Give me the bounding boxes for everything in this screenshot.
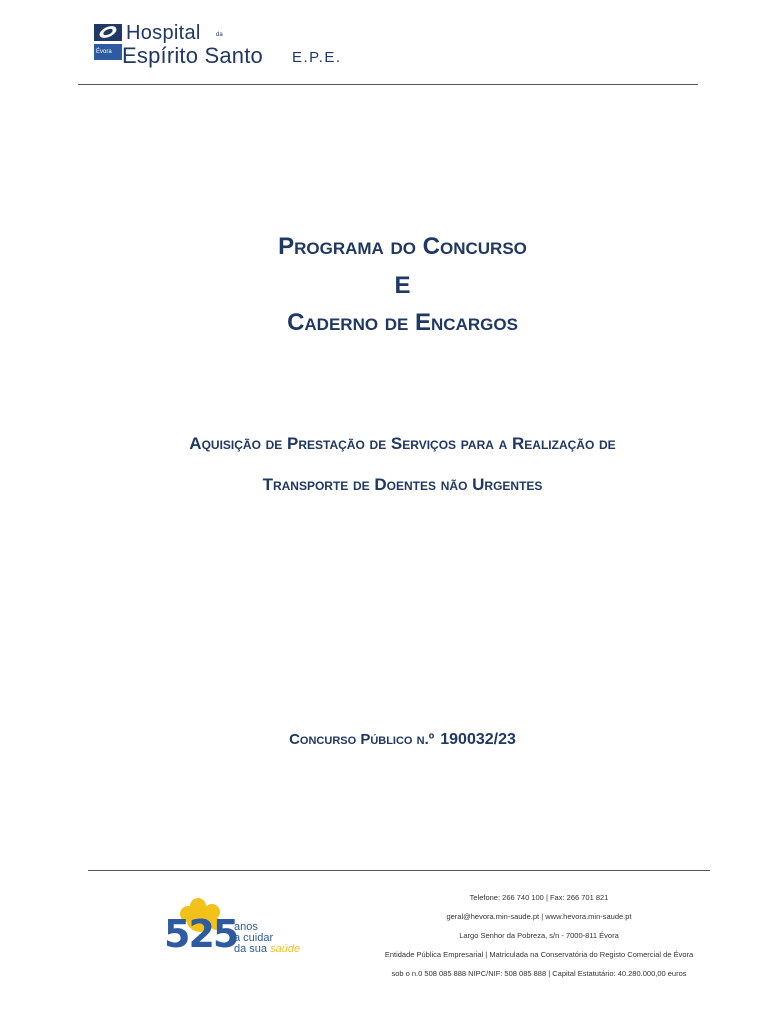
document-subtitle-line2: Transporte de Doentes não Urgentes: [262, 475, 543, 494]
badge-number: 525: [164, 912, 238, 956]
logo-espirito-santo-text: Espírito Santo: [122, 43, 263, 68]
anniversary-badge: [158, 898, 328, 960]
footer-entity-line: Entidade Pública Empresarial | Matriculada na Conservatória do Registo Comercial de Évora: [384, 950, 694, 959]
badge-text-prefix: da sua: [234, 943, 268, 955]
concurso-reference: [0, 731, 770, 749]
badge-text-line1: anos: [234, 921, 258, 933]
badge-text-line3: [234, 944, 300, 955]
badge-text-line2: a cuidar: [234, 932, 274, 944]
concurso-number: 190032/23: [440, 731, 516, 748]
concurso-label: Concurso Público n.º: [289, 731, 435, 748]
document-subtitle-line1: Aquisição de Prestação de Serviços para a Realização de: [189, 434, 616, 453]
document-title-line2: E: [394, 272, 411, 299]
document-title-line1: Programa do Concurso: [278, 233, 527, 260]
footer-registration-line: sob o n.0 508 085 888 NIPC/NIF: 508 085 888 | Capital Estatutário: 40.280.000,00 euros: [391, 969, 687, 978]
footer-address-line: Largo Senhor da Pobreza, s/n - 7000-811 Évora: [459, 931, 619, 940]
hospital-logo: [92, 22, 352, 72]
logo-da-text: da: [216, 32, 223, 38]
logo-evora-text: Évora: [96, 49, 112, 55]
footer-contact-line: geral@hevora.min-saude.pt | www.hevora.min-saude.pt: [446, 912, 632, 921]
logo-hospital-text: Hospital: [126, 22, 201, 44]
logo-emblem-icon: [92, 22, 124, 64]
footer-phone-line: Telefone: 266 740 100 | Fax: 266 701 821: [469, 893, 609, 902]
header-divider: [78, 84, 698, 85]
badge-text-highlight: saúde: [270, 943, 301, 955]
footer-divider: [88, 870, 710, 871]
logo-epe-text: E.P.E.: [292, 49, 342, 66]
document-title-line3: Caderno de Encargos: [287, 309, 518, 336]
